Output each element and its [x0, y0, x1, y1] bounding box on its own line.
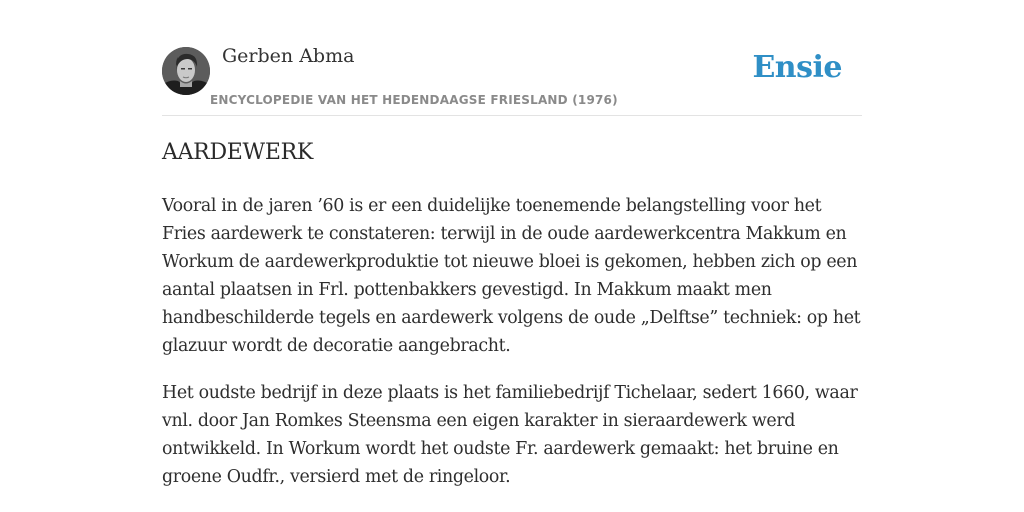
article-card [162, 0, 862, 512]
author-name[interactable]: Gerben Abma [222, 45, 355, 67]
article-paragraph: Het oudste bedrijf in deze plaats is het familiebedrijf Tichelaar, sedert 1660, waar vnl. door Jan Romkes Steensma een eigen karakter in sieraardewerk werd ontwikkeld. In Workum wordt het oudste Fr. aardewerk gemaakt: het bruine en groene Oudfr., versierd met de ringeloor. [162, 383, 858, 487]
article-paragraph: Vooral in de jaren ’60 is er een duidelijke toenemende belangstelling voor het Fries aardewerk te constateren: terwijl in de oude aardewerkcentra Makkum en Workum de aardewerkproduktie tot nieuwe bloei is gekomen, hebben zich op een aantal plaatsen in Frl. pottenbakkers gevestigd. In Makkum maakt men handbeschilderde tegels en aardewerk volgens de oude „Delftse” techniek: op het glazuur wordt de decoratie aangebracht. [162, 196, 861, 356]
article-header [162, 0, 862, 116]
brand-logo[interactable]: Ensie [752, 50, 842, 85]
author-avatar[interactable] [162, 47, 210, 95]
author-portrait-icon [162, 47, 210, 95]
article-title: AARDEWERK [162, 140, 314, 165]
source-label[interactable]: ENCYCLOPEDIE VAN HET HEDENDAAGSE FRIESLAND (1976) [210, 93, 618, 107]
